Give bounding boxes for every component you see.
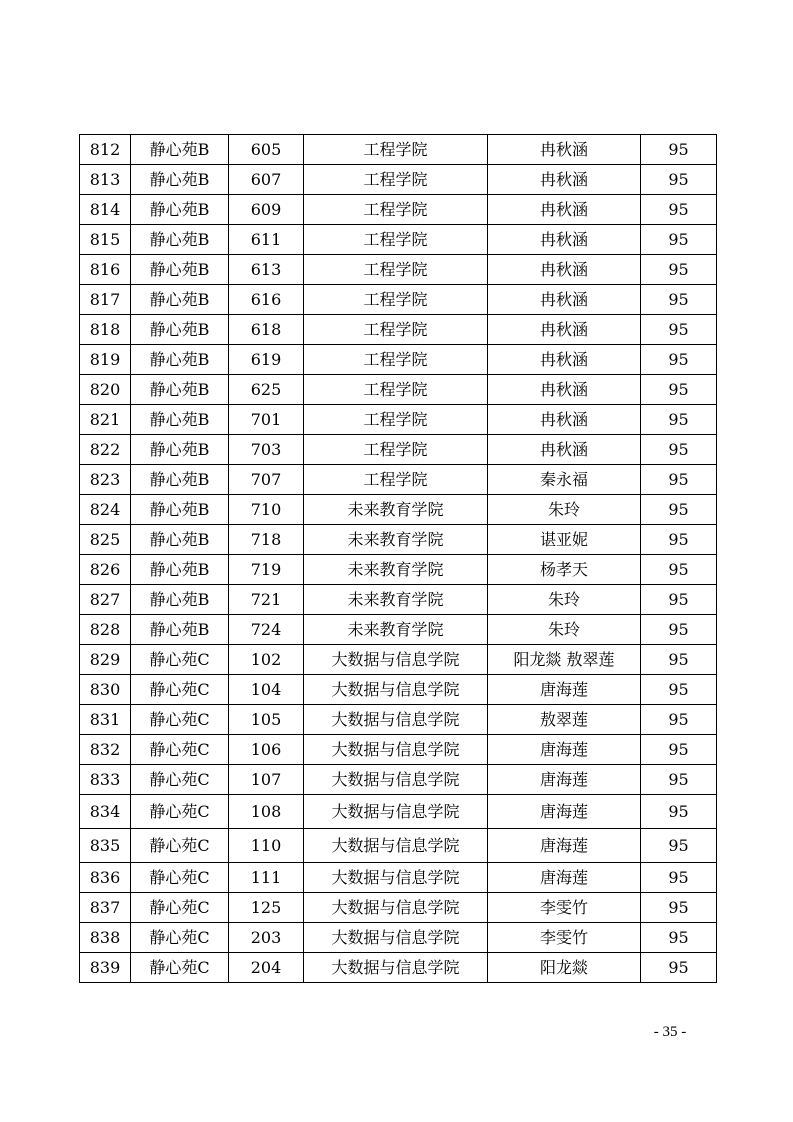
inspector-cell: 冉秋涵 [488,165,641,195]
score-cell: 95 [641,923,717,953]
building-cell: 静心苑B [131,135,229,165]
college-cell: 工程学院 [304,465,488,495]
row-number-cell: 829 [80,645,131,675]
college-cell: 未来教育学院 [304,615,488,645]
building-cell: 静心苑C [131,765,229,795]
table-row [80,675,717,705]
building-cell: 静心苑B [131,195,229,225]
row-number-cell: 824 [80,495,131,525]
score-cell: 95 [641,675,717,705]
row-number-cell: 836 [80,863,131,893]
room-number-cell: 607 [229,165,304,195]
row-number-cell: 813 [80,165,131,195]
table-row [80,765,717,795]
college-cell: 工程学院 [304,255,488,285]
room-number-cell: 625 [229,375,304,405]
building-cell: 静心苑C [131,863,229,893]
row-number-cell: 835 [80,829,131,863]
building-cell: 静心苑C [131,795,229,829]
college-cell: 工程学院 [304,225,488,255]
building-cell: 静心苑C [131,923,229,953]
inspector-cell: 冉秋涵 [488,195,641,225]
score-cell: 95 [641,495,717,525]
score-cell: 95 [641,645,717,675]
inspector-cell: 冉秋涵 [488,135,641,165]
row-number-cell: 834 [80,795,131,829]
inspector-cell: 唐海莲 [488,863,641,893]
score-cell: 95 [641,953,717,983]
room-number-cell: 618 [229,315,304,345]
score-cell: 95 [641,795,717,829]
inspector-cell: 敖翠莲 [488,705,641,735]
college-cell: 大数据与信息学院 [304,863,488,893]
page-number: - 35 - [653,1024,687,1040]
room-number-cell: 611 [229,225,304,255]
inspector-cell: 唐海莲 [488,795,641,829]
college-cell: 未来教育学院 [304,585,488,615]
row-number-cell: 815 [80,225,131,255]
room-number-cell: 707 [229,465,304,495]
score-cell: 95 [641,285,717,315]
college-cell: 工程学院 [304,405,488,435]
room-number-cell: 104 [229,675,304,705]
room-number-cell: 724 [229,615,304,645]
room-number-cell: 108 [229,795,304,829]
score-cell: 95 [641,315,717,345]
score-cell: 95 [641,829,717,863]
room-number-cell: 111 [229,863,304,893]
row-number-cell: 819 [80,345,131,375]
building-cell: 静心苑B [131,255,229,285]
inspector-cell: 冉秋涵 [488,255,641,285]
inspector-cell: 朱玲 [488,585,641,615]
row-number-cell: 832 [80,735,131,765]
building-cell: 静心苑B [131,285,229,315]
table-row [80,165,717,195]
inspector-cell: 冉秋涵 [488,345,641,375]
score-cell: 95 [641,225,717,255]
inspector-cell: 杨孝天 [488,555,641,585]
building-cell: 静心苑C [131,705,229,735]
building-cell: 静心苑B [131,375,229,405]
table-row [80,345,717,375]
inspector-cell: 李雯竹 [488,923,641,953]
building-cell: 静心苑B [131,315,229,345]
score-cell: 95 [641,195,717,225]
table-row [80,255,717,285]
college-cell: 大数据与信息学院 [304,765,488,795]
table-row [80,135,717,165]
room-number-cell: 125 [229,893,304,923]
table-row [80,285,717,315]
inspector-cell: 冉秋涵 [488,315,641,345]
score-cell: 95 [641,735,717,765]
college-cell: 大数据与信息学院 [304,645,488,675]
inspector-cell: 朱玲 [488,495,641,525]
row-number-cell: 838 [80,923,131,953]
table-row [80,195,717,225]
room-number-cell: 701 [229,405,304,435]
building-cell: 静心苑B [131,345,229,375]
college-cell: 大数据与信息学院 [304,735,488,765]
building-cell: 静心苑C [131,675,229,705]
building-cell: 静心苑B [131,585,229,615]
table-row [80,375,717,405]
score-cell: 95 [641,135,717,165]
row-number-cell: 820 [80,375,131,405]
inspector-cell: 冉秋涵 [488,225,641,255]
table-row [80,465,717,495]
row-number-cell: 818 [80,315,131,345]
room-number-cell: 204 [229,953,304,983]
score-cell: 95 [641,435,717,465]
room-number-cell: 616 [229,285,304,315]
building-cell: 静心苑B [131,555,229,585]
college-cell: 工程学院 [304,435,488,465]
score-cell: 95 [641,585,717,615]
college-cell: 大数据与信息学院 [304,923,488,953]
row-number-cell: 814 [80,195,131,225]
row-number-cell: 827 [80,585,131,615]
building-cell: 静心苑B [131,435,229,465]
college-cell: 未来教育学院 [304,495,488,525]
table-row [80,863,717,893]
table-row [80,555,717,585]
row-number-cell: 823 [80,465,131,495]
score-cell: 95 [641,863,717,893]
table-row [80,495,717,525]
room-number-cell: 609 [229,195,304,225]
score-cell: 95 [641,405,717,435]
building-cell: 静心苑B [131,405,229,435]
table-row [80,615,717,645]
college-cell: 工程学院 [304,195,488,225]
room-number-cell: 106 [229,735,304,765]
row-number-cell: 828 [80,615,131,645]
inspector-cell: 冉秋涵 [488,435,641,465]
college-cell: 未来教育学院 [304,555,488,585]
row-number-cell: 830 [80,675,131,705]
college-cell: 工程学院 [304,135,488,165]
table-row [80,923,717,953]
row-number-cell: 833 [80,765,131,795]
college-cell: 工程学院 [304,345,488,375]
table-row [80,735,717,765]
table-row [80,829,717,863]
table-row [80,315,717,345]
score-cell: 95 [641,615,717,645]
room-number-cell: 605 [229,135,304,165]
inspector-cell: 唐海莲 [488,735,641,765]
room-number-cell: 719 [229,555,304,585]
score-cell: 95 [641,525,717,555]
room-number-cell: 102 [229,645,304,675]
score-cell: 95 [641,345,717,375]
room-number-cell: 619 [229,345,304,375]
building-cell: 静心苑B [131,465,229,495]
college-cell: 工程学院 [304,315,488,345]
table-row [80,795,717,829]
row-number-cell: 837 [80,893,131,923]
inspector-cell: 李雯竹 [488,893,641,923]
room-number-cell: 613 [229,255,304,285]
room-number-cell: 718 [229,525,304,555]
row-number-cell: 817 [80,285,131,315]
table-row [80,893,717,923]
table-row [80,645,717,675]
row-number-cell: 816 [80,255,131,285]
building-cell: 静心苑C [131,953,229,983]
score-cell: 95 [641,465,717,495]
college-cell: 大数据与信息学院 [304,829,488,863]
row-number-cell: 826 [80,555,131,585]
inspector-cell: 阳龙燚 敖翠莲 [488,645,641,675]
table-body [80,135,717,983]
inspector-cell: 阳龙燚 [488,953,641,983]
building-cell: 静心苑B [131,615,229,645]
building-cell: 静心苑B [131,495,229,525]
row-number-cell: 825 [80,525,131,555]
building-cell: 静心苑C [131,645,229,675]
building-cell: 静心苑C [131,735,229,765]
inspector-cell: 谌亚妮 [488,525,641,555]
college-cell: 大数据与信息学院 [304,705,488,735]
room-number-cell: 710 [229,495,304,525]
row-number-cell: 831 [80,705,131,735]
room-number-cell: 703 [229,435,304,465]
inspector-cell: 朱玲 [488,615,641,645]
room-number-cell: 105 [229,705,304,735]
score-cell: 95 [641,705,717,735]
table-row [80,225,717,255]
inspector-cell: 秦永福 [488,465,641,495]
table-row [80,435,717,465]
college-cell: 大数据与信息学院 [304,953,488,983]
college-cell: 工程学院 [304,165,488,195]
inspector-cell: 唐海莲 [488,765,641,795]
score-cell: 95 [641,165,717,195]
college-cell: 大数据与信息学院 [304,795,488,829]
inspector-cell: 冉秋涵 [488,375,641,405]
building-cell: 静心苑B [131,225,229,255]
row-number-cell: 812 [80,135,131,165]
inspector-cell: 冉秋涵 [488,405,641,435]
inspector-cell: 唐海莲 [488,829,641,863]
table-row [80,405,717,435]
row-number-cell: 821 [80,405,131,435]
college-cell: 大数据与信息学院 [304,675,488,705]
score-cell: 95 [641,255,717,285]
college-cell: 工程学院 [304,375,488,405]
building-cell: 静心苑B [131,165,229,195]
room-number-cell: 721 [229,585,304,615]
score-cell: 95 [641,375,717,405]
score-cell: 95 [641,893,717,923]
score-cell: 95 [641,765,717,795]
inspector-cell: 唐海莲 [488,675,641,705]
row-number-cell: 822 [80,435,131,465]
table-row [80,705,717,735]
dormitory-score-table [79,134,717,983]
table-row [80,525,717,555]
score-cell: 95 [641,555,717,585]
college-cell: 大数据与信息学院 [304,893,488,923]
table-row [80,953,717,983]
table-row [80,585,717,615]
building-cell: 静心苑C [131,829,229,863]
row-number-cell: 839 [80,953,131,983]
room-number-cell: 203 [229,923,304,953]
room-number-cell: 107 [229,765,304,795]
room-number-cell: 110 [229,829,304,863]
building-cell: 静心苑C [131,893,229,923]
building-cell: 静心苑B [131,525,229,555]
college-cell: 工程学院 [304,285,488,315]
college-cell: 未来教育学院 [304,525,488,555]
inspector-cell: 冉秋涵 [488,285,641,315]
